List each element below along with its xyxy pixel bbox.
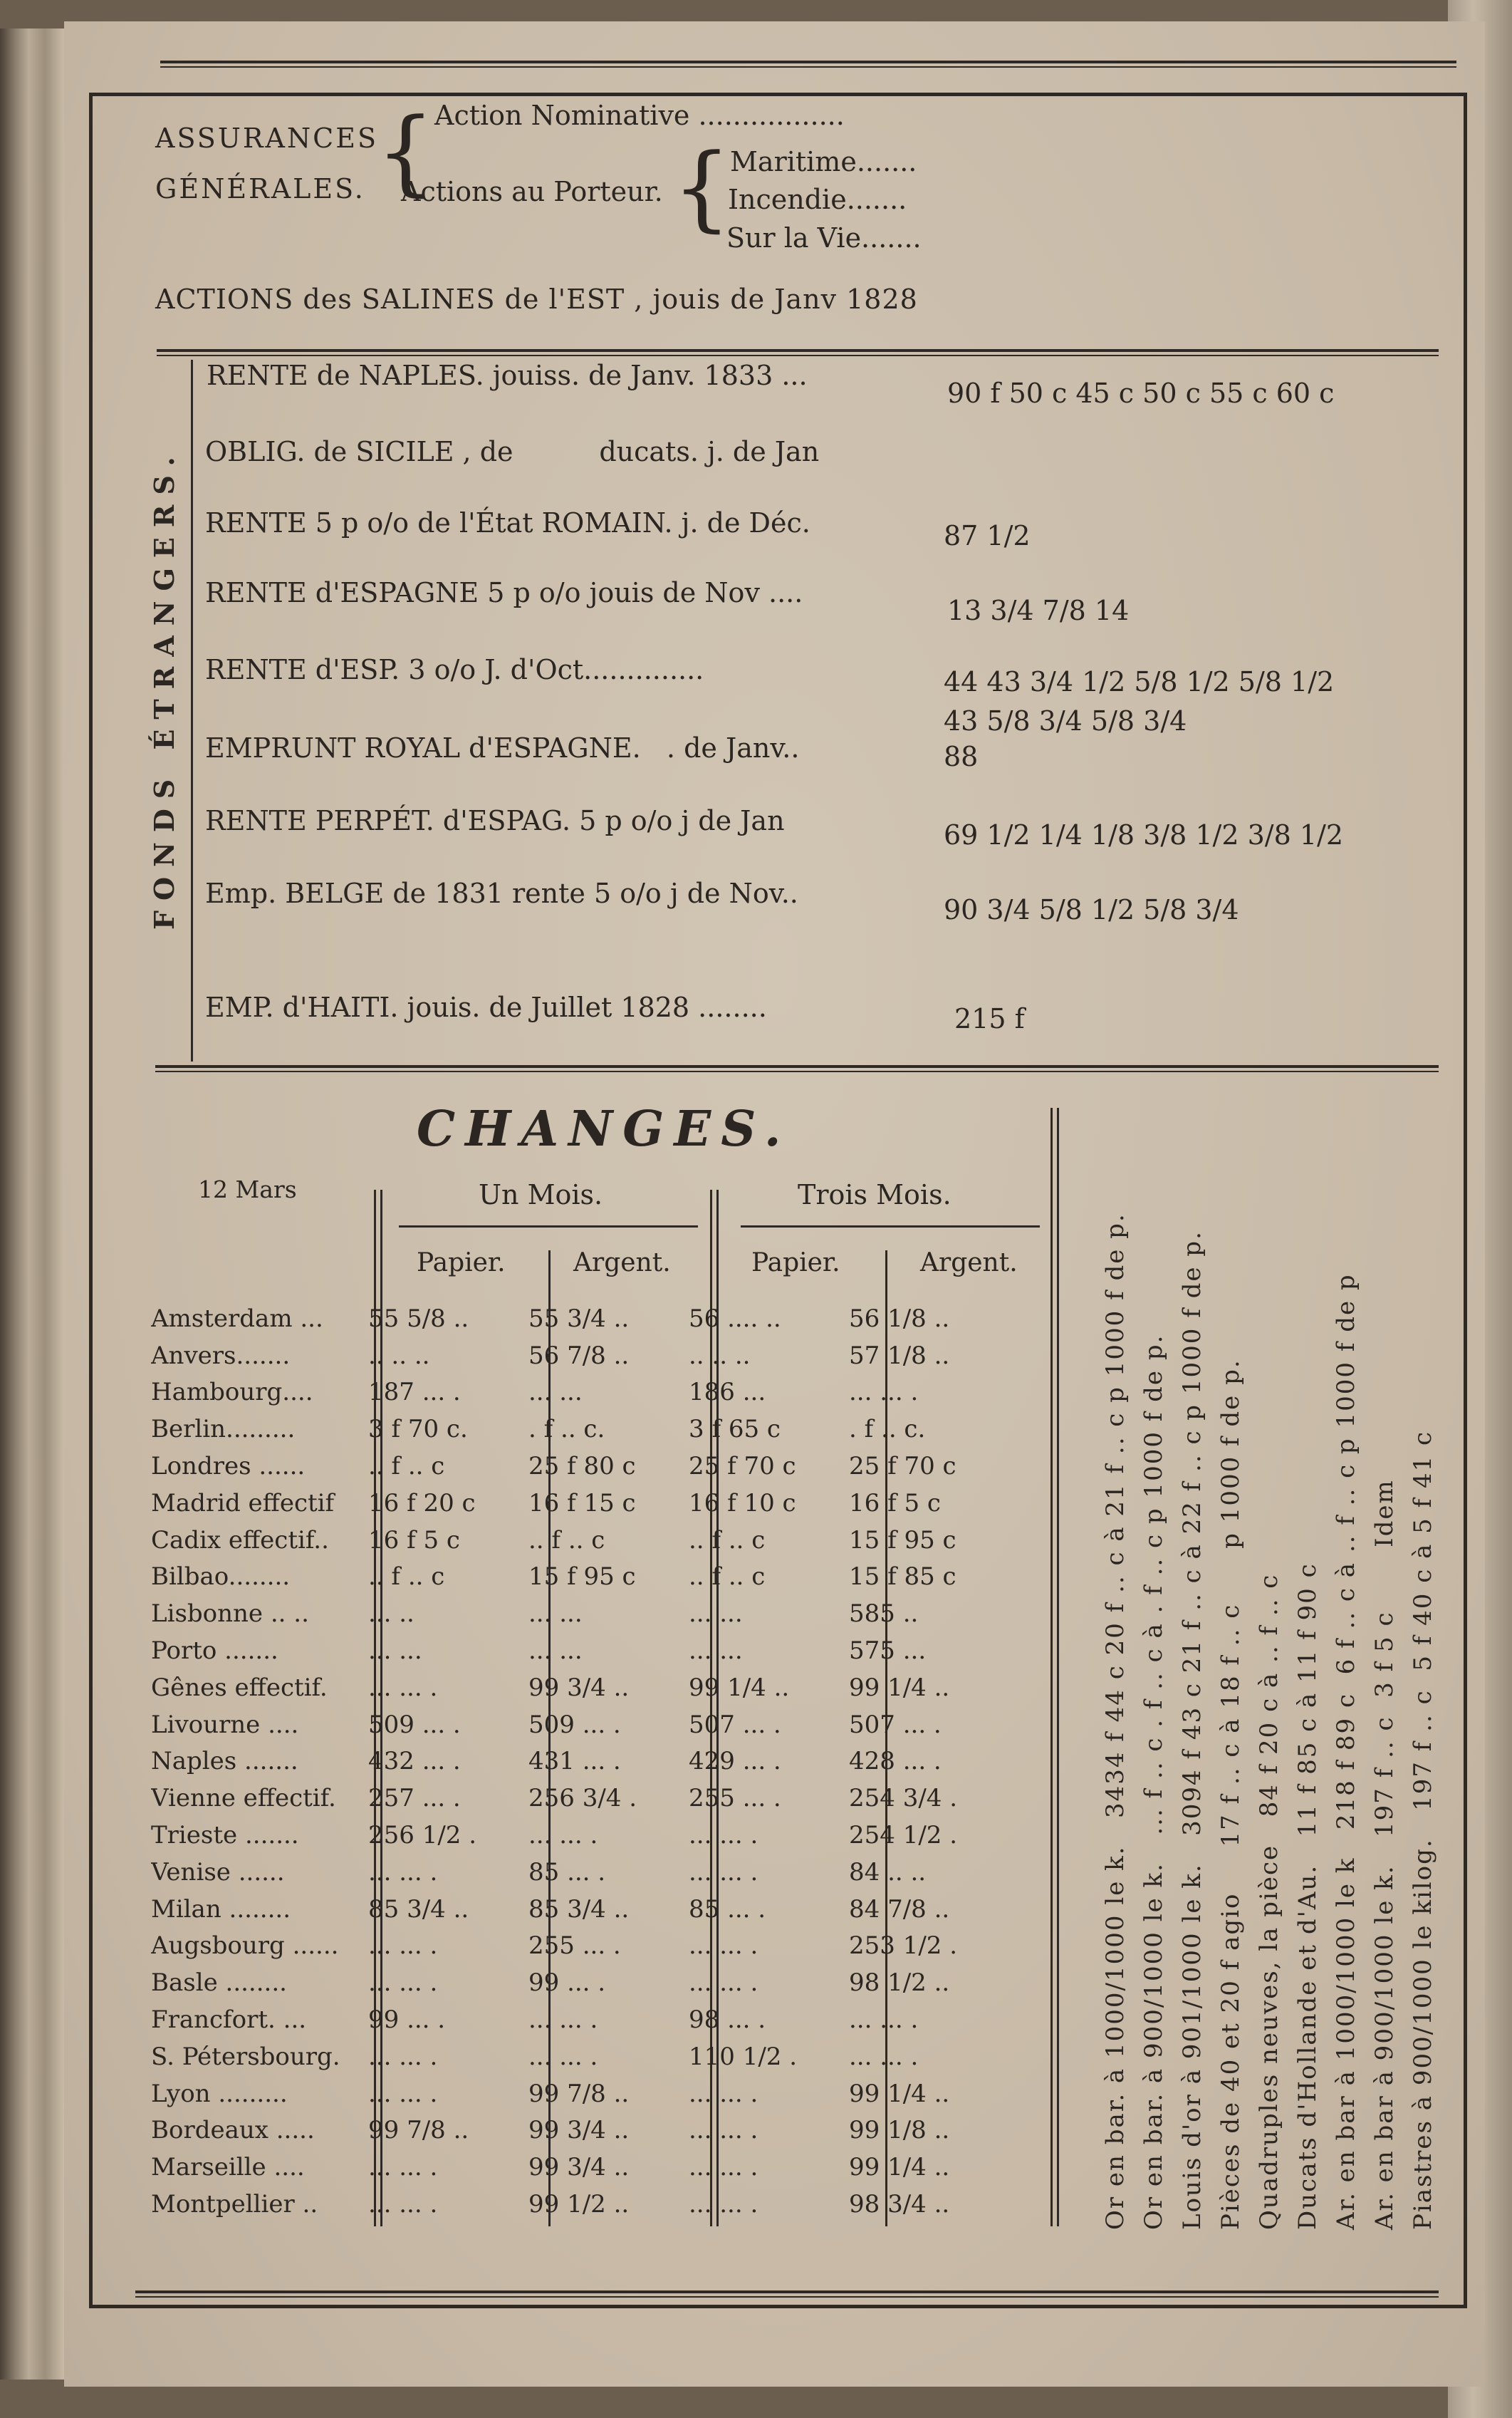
table-row (151, 1337, 1009, 1374)
un-mois-papier: 16 f 20 c (368, 1488, 476, 1517)
un-mois-papier: ... ... . (368, 1931, 438, 1961)
trois-mois-papier: 16 f 10 c (689, 1488, 796, 1517)
changes-date: 12 Mars (198, 1176, 297, 1203)
table-row (151, 2149, 1009, 2186)
table-row (151, 1411, 1009, 1448)
trois-mois-argent: 84 .. .. (849, 1857, 927, 1887)
rule-fonds-top (157, 349, 1439, 356)
place-name: Venise ...... (151, 1857, 285, 1887)
un-mois-argent: 256 3/4 . (528, 1784, 637, 1813)
un-mois-argent: 16 f 15 c (528, 1488, 636, 1517)
fonds-value: 88 (944, 741, 979, 772)
trois-mois-argent: 57 1/8 .. (849, 1341, 950, 1370)
un-mois-argent: 99 1/2 .. (528, 2190, 630, 2219)
un-mois-argent: 99 3/4 .. (528, 2153, 630, 2182)
un-mois-argent: 85 3/4 .. (528, 1894, 630, 1924)
papier-header-1: Papier. (417, 1248, 506, 1277)
place-name: Vienne effectif. (151, 1784, 336, 1813)
trois-mois-papier: ... ... . (689, 1968, 758, 1998)
place-name: Hambourg.... (151, 1378, 313, 1407)
argent-header-1: Argent. (573, 1248, 671, 1277)
papier-header-2: Papier. (751, 1248, 840, 1277)
incendie: Incendie....... (728, 184, 907, 215)
changes-table (151, 1300, 1009, 2223)
metaux-line: Or en bar. à 1000/1000 le k. 3434 f 44 c 20 f .. c à 21 f .. c p 1000 f de p. (1101, 1213, 1130, 2230)
trois-mois-argent: 56 1/8 .. (849, 1304, 950, 1333)
un-mois-papier: ... ... . (368, 1857, 438, 1887)
place-name: Madrid effectif (151, 1488, 335, 1517)
fonds-value: 90 f 50 c 45 c 50 c 55 c 60 c (947, 378, 1335, 409)
un-mois-argent: 99 7/8 .. (528, 2079, 630, 2108)
trois-mois-header: Trois Mois. (798, 1179, 951, 1210)
fonds-name: RENTE 5 p o/o de l'État ROMAIN. j. de Déc. (205, 507, 810, 539)
un-mois-argent: 56 7/8 .. (528, 1341, 630, 1370)
trois-mois-papier: 25 f 70 c (689, 1452, 796, 1481)
place-name: S. Pétersbourg. (151, 2042, 340, 2071)
trois-mois-papier: 255 ... . (689, 1784, 781, 1813)
trois-mois-papier: ... ... . (689, 2116, 758, 2145)
place-name: Milan ........ (151, 1894, 291, 1924)
table-row (151, 1928, 1009, 1965)
fonds-value: 44 43 3/4 1/2 5/8 1/2 5/8 1/2 (944, 666, 1335, 697)
un-mois-papier: 16 f 5 c (368, 1525, 460, 1555)
trois-mois-papier: ... ... . (689, 2153, 758, 2182)
brace-2: { (672, 133, 731, 242)
trois-mois-papier: ... ... (689, 1599, 743, 1629)
un-mois-papier: ... ... . (368, 2153, 438, 2182)
fonds-name: EMP. d'HAITI. jouis. de Juillet 1828 ........ (205, 992, 767, 1023)
trois-mois-papier: ... ... . (689, 1857, 758, 1887)
table-row (151, 1485, 1009, 1522)
fonds-name: OBLIG. de SICILE , de ducats. j. de Jan (205, 436, 820, 467)
trois-mois-argent: 507 ... . (849, 1710, 942, 1739)
un-mois-argent: 85 ... . (528, 1857, 606, 1887)
fonds-name: RENTE d'ESP. 3 o/o J. d'Oct.............. (205, 654, 704, 685)
trois-mois-papier: ... ... (689, 1636, 743, 1666)
un-mois-argent: 15 f 95 c (528, 1562, 636, 1592)
trois-mois-papier: ... ... . (689, 1821, 758, 1850)
table-row (151, 1559, 1009, 1596)
table-row (151, 1374, 1009, 1411)
bottom-rule (135, 2290, 1439, 2298)
metaux-line: Ar. en bar à 1000/1000 le k 218 f 89 c 6 f .. c à .. f .. c p 1000 f de p (1332, 1273, 1360, 2230)
table-row (151, 1669, 1009, 1706)
fonds-name: EMPRUNT ROYAL d'ESPAGNE. . de Janv.. (205, 732, 800, 764)
place-name: Gênes effectif. (151, 1673, 328, 1702)
fonds-value: 90 3/4 5/8 1/2 5/8 3/4 (944, 894, 1239, 925)
un-mois-argent: 509 ... . (528, 1710, 621, 1739)
metaux-line: Ar. en bar à 900/1000 le k. 197 f .. c 3 f 5 c Idem (1370, 1479, 1399, 2230)
place-name: Berlin......... (151, 1415, 296, 1444)
un-mois-papier: .. .. .. (368, 1341, 430, 1370)
place-name: Trieste ....... (151, 1821, 299, 1850)
fonds-name: RENTE PERPÉT. d'ESPAG. 5 p o/o j de Jan (205, 805, 785, 836)
table-row (151, 1632, 1009, 1669)
fonds-value: 69 1/2 1/4 1/8 3/8 1/2 3/8 1/2 (944, 819, 1344, 851)
trois-mois-argent: ... ... . (849, 1378, 919, 1407)
place-name: Lisbonne .. .. (151, 1599, 309, 1629)
metaux-line: Quadruples neuves, la pièce 84 f 20 c à .. f .. c (1255, 1573, 1283, 2230)
un-mois-papier: 55 5/8 .. (368, 1304, 469, 1333)
un-mois-argent: . f .. c. (528, 1415, 605, 1444)
un-mois-argent: 99 ... . (528, 1968, 606, 1998)
place-name: Basle ........ (151, 1968, 287, 1998)
un-mois-argent: ... ... (528, 1599, 583, 1629)
trois-mois-argent: 15 f 95 c (849, 1525, 956, 1555)
un-mois-papier: ... ... . (368, 1673, 438, 1702)
trois-mois-papier: 85 ... . (689, 1894, 766, 1924)
trois-mois-argent: 253 1/2 . (849, 1931, 958, 1961)
table-row (151, 1780, 1009, 1817)
trois-mois-papier: 99 1/4 .. (689, 1673, 790, 1702)
trois-mois-argent: 25 f 70 c (849, 1452, 956, 1481)
metaux-line: Pièces de 40 et 20 f agio 17 f .. c à 18 f .. c p 1000 f de p. (1216, 1359, 1245, 2230)
un-mois-argent: 431 ... . (528, 1747, 621, 1776)
un-mois-papier: 99 ... . (368, 2006, 446, 2035)
place-name: Cadix effectif.. (151, 1525, 329, 1555)
table-row (151, 1817, 1009, 1854)
un-mois-argent: 55 3/4 .. (528, 1304, 630, 1333)
table-row (151, 2001, 1009, 2038)
trois-mois-papier: ... ... . (689, 1931, 758, 1961)
col-divider-5 (1050, 1108, 1059, 2226)
argent-header-2: Argent. (920, 1248, 1018, 1277)
place-name: Bordeaux ..... (151, 2116, 315, 2145)
un-mois-papier: ... ... . (368, 2079, 438, 2108)
place-name: Naples ....... (151, 1747, 298, 1776)
un-mois-papier: 3 f 70 c. (368, 1415, 468, 1444)
sur-la-vie: Sur la Vie....... (726, 222, 922, 254)
top-rule (160, 61, 1456, 68)
un-mois-papier: ... ... . (368, 2042, 438, 2071)
trois-mois-papier: .. f .. c (689, 1562, 766, 1592)
actions-porteur: Actions au Porteur. (401, 176, 663, 207)
table-row (151, 1300, 1009, 1337)
place-name: Londres ...... (151, 1452, 306, 1481)
trois-mois-argent: 99 1/8 .. (849, 2116, 950, 2145)
place-name: Francfort. ... (151, 2006, 307, 2035)
trois-mois-papier: ... ... . (689, 2079, 758, 2108)
fonds-value: 13 3/4 7/8 14 (947, 595, 1130, 626)
fonds-value: 215 f (954, 1003, 1025, 1034)
trois-mois-argent: 254 3/4 . (849, 1784, 958, 1813)
place-name: Livourne .... (151, 1710, 299, 1739)
trois-mois-rule (741, 1225, 1040, 1228)
un-mois-argent: 99 3/4 .. (528, 2116, 630, 2145)
un-mois-papier: ... ... . (368, 2190, 438, 2219)
trois-mois-argent: 575 ... (849, 1636, 927, 1666)
un-mois-argent: 99 3/4 .. (528, 1673, 630, 1702)
table-row (151, 2112, 1009, 2149)
un-mois-papier: ... ... . (368, 1968, 438, 1998)
rule-changes-top (155, 1065, 1439, 1072)
un-mois-papier: 99 7/8 .. (368, 2116, 469, 2145)
un-mois-argent: ... ... (528, 1636, 583, 1666)
un-mois-papier: ... .. (368, 1599, 415, 1629)
trois-mois-argent: 99 1/4 .. (849, 1673, 950, 1702)
un-mois-argent: ... ... . (528, 2006, 598, 2035)
un-mois-argent: ... ... (528, 1378, 583, 1407)
trois-mois-papier: 186 ... (689, 1378, 766, 1407)
trois-mois-papier: .. f .. c (689, 1525, 766, 1555)
fonds-name: RENTE de NAPLES. jouiss. de Janv. 1833 ... (207, 360, 808, 391)
un-mois-rule (399, 1225, 698, 1228)
trois-mois-papier: ... ... . (689, 2190, 758, 2219)
un-mois-papier: .. f .. c (368, 1452, 445, 1481)
trois-mois-argent: 585 .. (849, 1599, 919, 1629)
fonds-name: RENTE d'ESPAGNE 5 p o/o jouis de Nov .... (205, 577, 803, 608)
metaux-line: Or en bar. à 900/1000 le k. ... f .. c . f .. c à . f .. c p 1000 f de p. (1140, 1334, 1168, 2230)
trois-mois-argent: 428 ... . (849, 1747, 942, 1776)
fonds-value: 87 1/2 (944, 520, 1031, 551)
un-mois-argent: .. f .. c (528, 1525, 605, 1555)
metaux-line: Piastres à 900/1000 le kilog. 197 f .. c 5 f 40 c à 5 f 41 c (1409, 1430, 1437, 2230)
trois-mois-argent: ... ... . (849, 2006, 919, 2035)
fonds-etrangers-label: FONDS ÉTRANGERS. (148, 447, 180, 930)
changes-title: CHANGES. (417, 1101, 791, 1158)
table-row (151, 1743, 1009, 1780)
fonds-value-2: 43 5/8 3/4 5/8 3/4 (944, 705, 1187, 737)
fonds-divider (191, 360, 193, 1062)
trois-mois-argent: 99 1/4 .. (849, 2079, 950, 2108)
un-mois-argent: 255 ... . (528, 1931, 621, 1961)
table-row (151, 1522, 1009, 1559)
table-row (151, 1964, 1009, 2001)
table-row (151, 1448, 1009, 1485)
trois-mois-argent: 98 1/2 .. (849, 1968, 950, 1998)
table-row (151, 1854, 1009, 1891)
un-mois-papier: 187 ... . (368, 1378, 461, 1407)
place-name: Marseille .... (151, 2153, 305, 2182)
un-mois-papier: 85 3/4 .. (368, 1894, 469, 1924)
trois-mois-argent: 98 3/4 .. (849, 2190, 950, 2219)
trois-mois-papier: 56 .... .. (689, 1304, 781, 1333)
trois-mois-papier: 110 1/2 . (689, 2042, 798, 2071)
place-name: Lyon ......... (151, 2079, 288, 2108)
place-name: Augsbourg ...... (151, 1931, 339, 1961)
un-mois-papier: ... ... (368, 1636, 422, 1666)
trois-mois-papier: 507 ... . (689, 1710, 781, 1739)
brace-1: { (376, 98, 435, 206)
salines-row: ACTIONS des SALINES de l'EST , jouis de Janv 1828 (155, 284, 918, 315)
un-mois-papier: 509 ... . (368, 1710, 461, 1739)
place-name: Montpellier .. (151, 2190, 318, 2219)
trois-mois-argent: 99 1/4 .. (849, 2153, 950, 2182)
metaux-line: Ducats d'Hollande et d'Au. 11 f 85 c à 11 f 90 c (1293, 1562, 1322, 2230)
table-row (151, 2075, 1009, 2112)
trois-mois-papier: 98 ... . (689, 2006, 766, 2035)
assurances-label-2: GÉNÉRALES. (155, 173, 365, 204)
un-mois-papier: 257 ... . (368, 1784, 461, 1813)
trois-mois-papier: .. .. .. (689, 1341, 751, 1370)
un-mois-papier: 432 ... . (368, 1747, 461, 1776)
table-row (151, 1595, 1009, 1632)
trois-mois-argent: 254 1/2 . (849, 1821, 958, 1850)
un-mois-argent: 25 f 80 c (528, 1452, 636, 1481)
table-row (151, 2186, 1009, 2223)
un-mois-argent: ... ... . (528, 2042, 598, 2071)
place-name: Anvers....... (151, 1341, 291, 1370)
fonds-name: Emp. BELGE de 1831 rente 5 o/o j de Nov.. (205, 878, 798, 909)
table-row (151, 2038, 1009, 2075)
place-name: Porto ....... (151, 1636, 278, 1666)
metaux-line: Louis d'or à 901/1000 le k. 3094 f 43 c 21 f .. c à 22 f .. c p 1000 f de p. (1178, 1230, 1206, 2230)
action-nominative: Action Nominative ................. (434, 100, 845, 131)
un-mois-argent: ... ... . (528, 1821, 598, 1850)
trois-mois-argent: 84 7/8 .. (849, 1894, 950, 1924)
trois-mois-argent: 16 f 5 c (849, 1488, 941, 1517)
assurances-label-1: ASSURANCES (155, 123, 379, 154)
un-mois-papier: 256 1/2 . (368, 1821, 477, 1850)
un-mois-header: Un Mois. (479, 1179, 603, 1210)
un-mois-papier: .. f .. c (368, 1562, 445, 1592)
book-edge-left (0, 28, 64, 2380)
trois-mois-papier: 429 ... . (689, 1747, 781, 1776)
maritime: Maritime....... (730, 146, 917, 177)
trois-mois-papier: 3 f 65 c (689, 1415, 781, 1444)
trois-mois-argent: ... ... . (849, 2042, 919, 2071)
place-name: Bilbao........ (151, 1562, 291, 1592)
table-row (151, 1706, 1009, 1743)
trois-mois-argent: 15 f 85 c (849, 1562, 956, 1592)
place-name: Amsterdam ... (151, 1304, 323, 1333)
trois-mois-argent: . f .. c. (849, 1415, 926, 1444)
table-row (151, 1891, 1009, 1928)
